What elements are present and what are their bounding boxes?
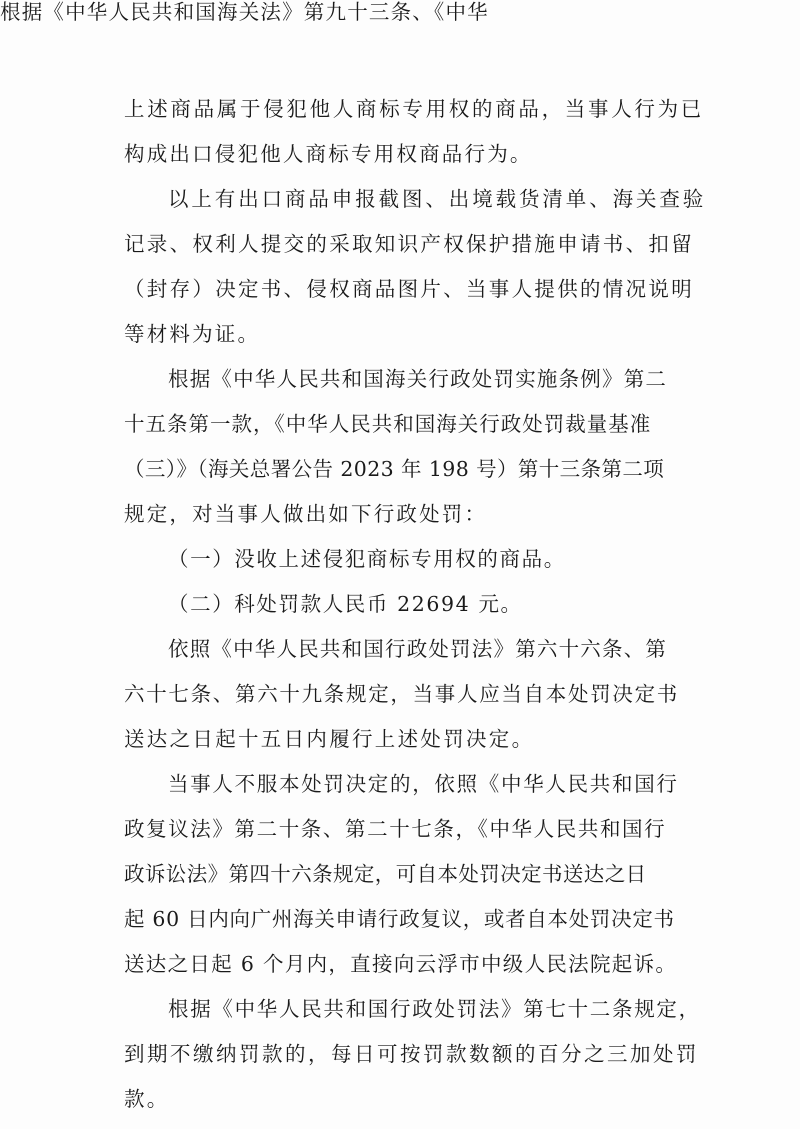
text-line: 根据《中华人民共和国海关行政处罚实施条例》第二: [168, 367, 668, 391]
text-line: 规定，对当事人做出如下行政处罚：: [124, 502, 488, 526]
text-line: 根据《中华人民共和国行政处罚法》第七十二条规定，: [168, 997, 701, 1021]
text-line: 依照《中华人民共和国行政处罚法》第六十六条、第: [168, 637, 668, 661]
text-line: 上述商品属于侵犯他人商标专用权的商品，当事人行为已: [124, 97, 704, 121]
text-line: 政复议法》第二十条、第二十七条，《中华人民共和国行: [124, 817, 667, 841]
text-line: 政诉讼法》第四十六条规定，可自本处罚决定书送达之日: [124, 862, 647, 886]
penalty-item-2: （二）科处罚款人民币 22694 元。: [168, 592, 523, 616]
text-line: 款。: [124, 1087, 170, 1111]
text-line: 等材料为证。: [124, 322, 261, 346]
text-line: 送达之日起 6 个月内，直接向云浮市中级人民法院起诉。: [124, 952, 678, 976]
text-line: 构成出口侵犯他人商标专用权商品行为。: [124, 142, 533, 166]
text-line: 当事人不服本处罚决定的，依照《中华人民共和国行: [168, 772, 679, 796]
penalty-item-1: （一）没收上述侵犯商标专用权的商品。: [168, 547, 566, 571]
text-line-last: 根据《中华人民共和国海关法》第九十三条、《中华: [0, 0, 489, 24]
text-line: 以上有出口商品申报截图、出境载货清单、海关查验: [168, 187, 707, 211]
text-line: 十五条第一款，《中华人民共和国海关行政处罚裁量基准: [124, 412, 652, 436]
text-line: 到期不缴纳罚款的，每日可按罚款数额的百分之三加处罚: [124, 1042, 699, 1066]
text-line: （三）》（海关总署公告 2023 年 198 号）第十三条第二项: [124, 457, 665, 481]
text-line: 送达之日起十五日内履行上述处罚决定。: [124, 727, 535, 751]
text-line: 六十七条、第六十九条规定，当事人应当自本处罚决定书: [124, 682, 679, 706]
text-line: 记录、权利人提交的采取知识产权保护措施申请书、扣留: [124, 232, 694, 256]
text-line: 起 60 日内向广州海关申请行政复议，或者自本处罚决定书: [124, 907, 675, 931]
text-line: （封存）决定书、侵权商品图片、当事人提供的情况说明: [124, 277, 694, 301]
